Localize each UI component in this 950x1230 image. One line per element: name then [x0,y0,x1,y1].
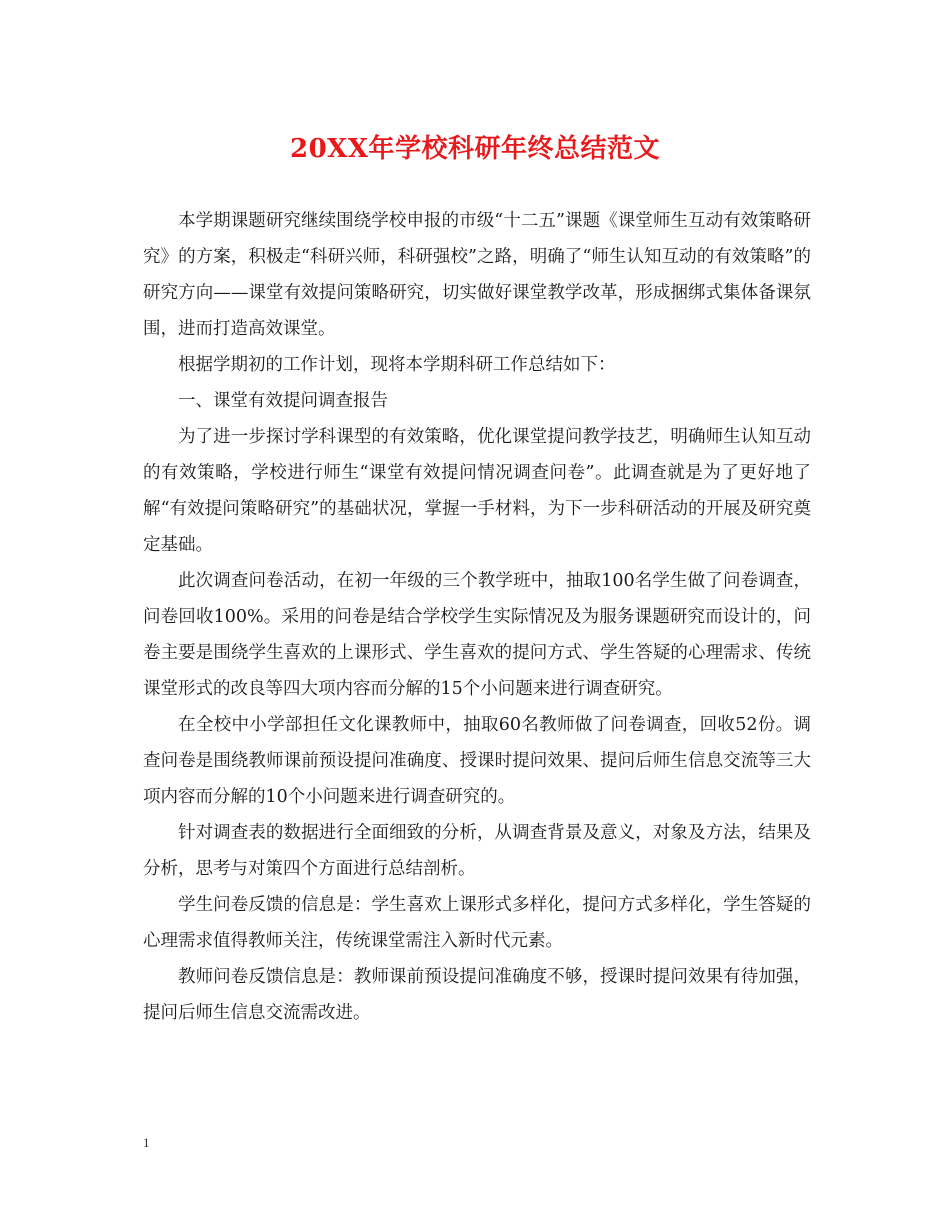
paragraph-student-feedback: 学生问卷反馈的信息是：学生喜欢上课形式多样化，提问方式多样化，学生答疑的心理需求值得教师关注，传统课堂需注入新时代元素。 [143,895,811,951]
paragraph-intro: 本学期课题研究继续围绕学校申报的市级“十二五”课题《课堂师生互动有效策略研究》的方案，积极走“科研兴师，科研强校”之路，明确了“师生认知互动的有效策略”的研究方向——课堂有效提问策略研究，切实做好课堂教学改革，形成捆绑式集体备课氛围，进而打造高效课堂。 [143,211,811,339]
paragraph-survey-purpose: 为了进一步探讨学科课型的有效策略，优化课堂提问教学技艺，明确师生认知互动的有效策略，学校进行师生“课堂有效提问情况调查问卷”。此调查就是为了更好地了解“有效提问策略研究”的基础状况，掌握一手材料，为下一步科研活动的开展及研究奠定基础。 [143,427,811,555]
page-number: 1 [143,1135,150,1150]
paragraph-analysis: 针对调查表的数据进行全面细致的分析，从调查背景及意义，对象及方法，结果及分析，思考与对策四个方面进行总结剖析。 [143,823,811,879]
document-body [143,203,811,1031]
paragraph-summary-lead: 根据学期初的工作计划，现将本学期科研工作总结如下： [178,355,616,375]
document-title: 20XX年学校科研年终总结范文 [289,134,661,164]
paragraph-teacher-survey: 在全校中小学部担任文化课教师中，抽取60名教师做了问卷调查，回收52份。调查问卷是围绕教师课前预设提问准确度、授课时提问效果、提问后师生信息交流等三大项内容而分解的10个小问题来进行调查研究的。 [143,715,811,807]
paragraph-student-survey: 此次调查问卷活动，在初一年级的三个教学班中，抽取100名学生做了问卷调查，问卷回收100%。采用的问卷是结合学校学生实际情况及为服务课题研究而设计的，问卷主要是围绕学生喜欢的上课形式、学生喜欢的提问方式、学生答疑的心理需求、传统课堂形式的改良等四大项内容而分解的15个小问题来进行调查研究。 [143,571,811,699]
paragraph-teacher-feedback: 教师问卷反馈信息是：教师课前预设提问准确度不够，授课时提问效果有待加强，提问后师生信息交流需改进。 [143,967,811,1023]
section-heading-1: 一、课堂有效提问调查报告 [178,391,388,411]
